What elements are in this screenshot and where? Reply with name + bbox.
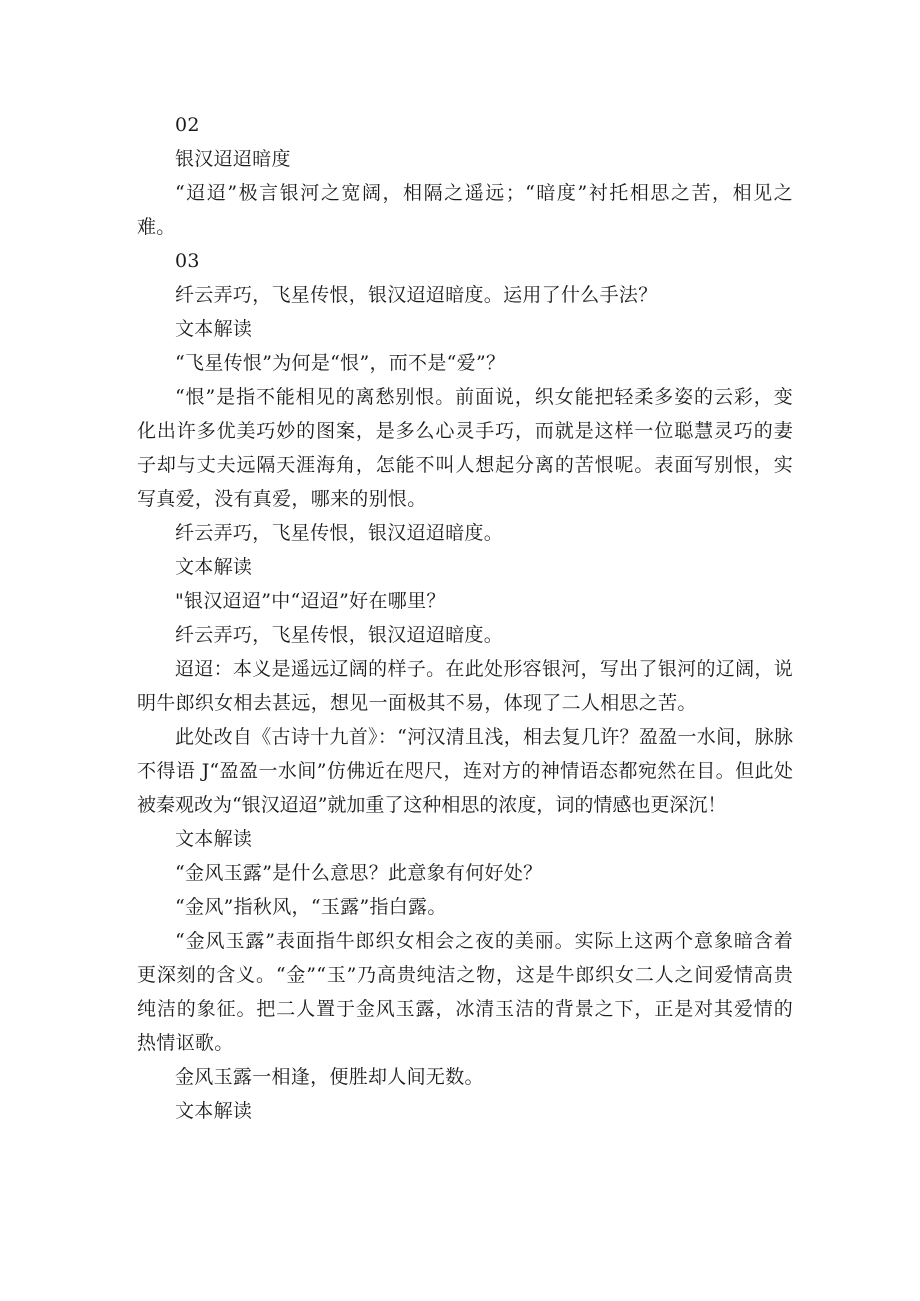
section-label: 文本解读 xyxy=(175,318,253,340)
question: "银汉迢迢”中“迢迢”好在哪里？ xyxy=(175,590,446,612)
paragraph: 此处改自《古诗十九首》：“河汉清且浅，相去复几许？盈盈一水间，脉脉不得语 J“盈盈一水间”仿佛近在咫尺，连对方的神情语态都宛然在目。但此处被秦观改为“银汉迢迢”就加重了这种相思的浓度，词的情感也更深沉！ xyxy=(137,726,793,816)
paragraph: “金风”指秋风，“玉露”指白露。 xyxy=(175,896,447,918)
paragraph: “金风玉露”表面指牛郎织女相会之夜的美丽。实际上这两个意象暗含着更深刻的含义。“金”“玉”乃高贵纯洁之物，这是牛郎织女二人之间爱情高贵纯洁的象征。把二人置于金风玉露，冰清玉洁的背景之下，正是对其爱情的热情讴歌。 xyxy=(137,930,793,1054)
section-label: 文本解读 xyxy=(175,828,253,850)
section-number-03: 03 xyxy=(175,250,200,272)
section-label: 文本解读 xyxy=(175,556,253,578)
section-number-02: 02 xyxy=(175,114,200,136)
poem-line: 纤云弄巧，飞星传恨，银汉迢迢暗度。 xyxy=(175,522,504,544)
poem-line: 纤云弄巧，飞星传恨，银汉迢迢暗度。 xyxy=(175,624,504,646)
question: “飞星传恨”为何是“恨”，而不是“爱”？ xyxy=(175,352,506,374)
paragraph: “恨”是指不能相见的离愁别恨。前面说，织女能把轻柔多姿的云彩，变化出许多优美巧妙的图案，是多么心灵手巧，而就是这样一位聪慧灵巧的妻子却与丈夫远隔天涯海角，怎能不叫人想起分离的苦恨呢。表面写别恨，实写真爱，没有真爱，哪来的别恨。 xyxy=(137,386,793,510)
paragraph: “迢迢”极言银河之宽阔，相隔之遥远；“暗度”衬托相思之苦，相见之难。 xyxy=(137,182,793,238)
paragraph: 迢迢：本义是遥远辽阔的样子。在此处形容银河，写出了银河的辽阔，说明牛郎织女相去甚远，想见一面极其不易，体现了二人相思之苦。 xyxy=(137,658,793,714)
question: “金风玉露”是什么意思？此意象有何好处？ xyxy=(175,862,543,884)
poem-line: 金风玉露一相逢，便胜却人间无数。 xyxy=(175,1066,484,1088)
section-label: 文本解读 xyxy=(175,1100,253,1122)
section-heading: 银汉迢迢暗度 xyxy=(175,148,291,170)
question: 纤云弄巧，飞星传恨，银汉迢迢暗度。运用了什么手法？ xyxy=(175,284,658,306)
document-body xyxy=(137,108,793,1128)
